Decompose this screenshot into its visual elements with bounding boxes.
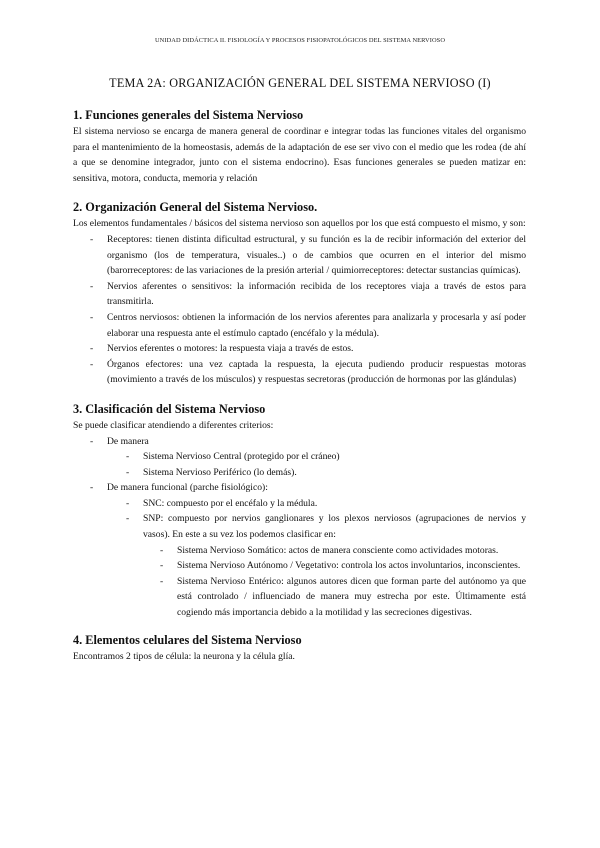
list-item bbox=[73, 341, 526, 357]
list-item-text: Órganos efectores: una vez captada la respuesta, la ejecuta pudiendo producir respuestas motoras (movimiento a través de los músculos) y respuestas secretoras (producción de hormonas por las glándulas) bbox=[107, 358, 526, 386]
list-item bbox=[73, 232, 526, 279]
list-item-text: Sistema Nervioso Autónomo / Vegetativo: controla los actos involuntarios, inconscientes. bbox=[177, 560, 521, 572]
list-item-text: SNC: compuesto por el encéfalo y la médula. bbox=[143, 497, 318, 509]
dash-bullet: - bbox=[126, 451, 130, 463]
list-item-text: De manera funcional (parche fisiológico): bbox=[107, 482, 268, 494]
criteria-list bbox=[73, 434, 526, 621]
list-item bbox=[143, 543, 526, 559]
dash-bullet: - bbox=[90, 233, 94, 245]
dash-bullet: - bbox=[90, 280, 94, 292]
list-item bbox=[107, 511, 526, 620]
dash-bullet: - bbox=[126, 497, 130, 509]
sublist bbox=[73, 496, 526, 621]
section-heading: 4. Elementos celulares del Sistema Nervioso bbox=[73, 632, 302, 647]
list-item-text: Sistema Nervioso Periférico (lo demás). bbox=[143, 466, 297, 478]
dash-bullet: - bbox=[160, 575, 164, 587]
dash-bullet: - bbox=[90, 435, 94, 447]
section-elementos-celulares bbox=[73, 632, 526, 665]
list-item bbox=[107, 449, 526, 465]
sublist bbox=[73, 449, 526, 480]
paragraph: Encontramos 2 tipos de célula: la neurona y la célula glía. bbox=[73, 650, 295, 662]
dash-bullet: - bbox=[160, 560, 164, 572]
list-item bbox=[107, 465, 526, 481]
paragraph: Los elementos fundamentales / básicos del sistema nervioso son aquellos por los que está compuesto el mismo, y son: bbox=[73, 218, 526, 230]
section-heading: 1. Funciones generales del Sistema Nervioso bbox=[73, 108, 304, 122]
dash-bullet: - bbox=[160, 544, 164, 556]
list-item-text: SNP: compuesto por nervios ganglionares y los plexos nerviosos (agrupaciones de nervios y vasos). En este a su vez los podemos clasificar en: bbox=[143, 513, 526, 541]
list-item-text: Nervios eferentes o motores: la respuesta viaja a través de estos. bbox=[107, 343, 354, 355]
list-item bbox=[73, 480, 526, 620]
dash-bullet: - bbox=[90, 343, 94, 355]
list-item bbox=[73, 434, 526, 481]
sublist bbox=[143, 543, 526, 621]
dash-bullet: - bbox=[90, 358, 94, 370]
document-body bbox=[73, 107, 526, 664]
elements-list bbox=[73, 232, 526, 388]
list-item bbox=[143, 558, 526, 574]
section-organizacion-general bbox=[73, 199, 526, 388]
list-item-text: Receptores: tienen distinta dificultad estructural, y su función es la de recibir información del exterior del organismo (los de temperatura, visuales..) o de cambios que ocurren en el interior del mismo (barorreceptores: de las variaciones de la presión arterial / quimiorreceptores: detectar sustancias químicas). bbox=[107, 233, 526, 277]
list-item bbox=[107, 496, 526, 512]
list-item-text: Sistema Nervioso Somático: actos de manera consciente como actividades motoras. bbox=[177, 544, 499, 556]
list-item-text: Sistema Nervioso Entérico: algunos autores dicen que forman parte del autónomo ya que está controlado / influenciado de manera muy estrecha por este. Últimamente está cogiendo más importancia debido a la motilidad y las secreciones digestivas. bbox=[177, 575, 526, 619]
running-header: UNIDAD DIDÁCTICA II. FISIOLOGÍA Y PROCESOS FISIOPATOLÓGICOS DEL SISTEMA NERVIOSO bbox=[154, 37, 446, 44]
dash-bullet: - bbox=[126, 513, 130, 525]
list-item-text: Nervios aferentes o sensitivos: la información recibida de los receptores viaja a través de estos para transmitirla. bbox=[107, 280, 526, 308]
list-item-text: De manera bbox=[107, 435, 149, 447]
section-heading: 2. Organización General del Sistema Nervioso. bbox=[73, 200, 318, 215]
list-item bbox=[73, 357, 526, 388]
section-funciones-generales bbox=[73, 107, 526, 186]
list-item bbox=[73, 310, 526, 341]
dash-bullet: - bbox=[126, 466, 130, 478]
section-heading: 3. Clasificación del Sistema Nervioso bbox=[73, 401, 266, 416]
paragraph: El sistema nervioso se encarga de manera general de coordinar e integrar todas las funciones vitales del organismo para el mantenimiento de la homeostasis, además de la adaptación de ese ser vivo con el medio que les rodea (de ahí a que se denomine integrador, junto con el sistema endocrino). Esas funciones generales se pueden matizar en: sensitiva, motora, conducta, memoria y relación bbox=[73, 126, 526, 184]
document-title: TEMA 2A: ORGANIZACIÓN GENERAL DEL SISTEMA NERVIOSO (I) bbox=[109, 76, 491, 90]
dash-bullet: - bbox=[90, 482, 94, 494]
paragraph: Se puede clasificar atendiendo a diferentes criterios: bbox=[73, 419, 274, 431]
dash-bullet: - bbox=[90, 311, 94, 323]
section-clasificacion bbox=[73, 401, 526, 621]
list-item-text: Sistema Nervioso Central (protegido por el cráneo) bbox=[143, 451, 340, 463]
list-item bbox=[73, 279, 526, 310]
list-item-text: Centros nerviosos: obtienen la información de los nervios aferentes para analizarla y procesarla y así poder elaborar una respuesta ante el estímulo captado (encéfalo y la médula). bbox=[107, 311, 526, 339]
list-item bbox=[143, 574, 526, 621]
